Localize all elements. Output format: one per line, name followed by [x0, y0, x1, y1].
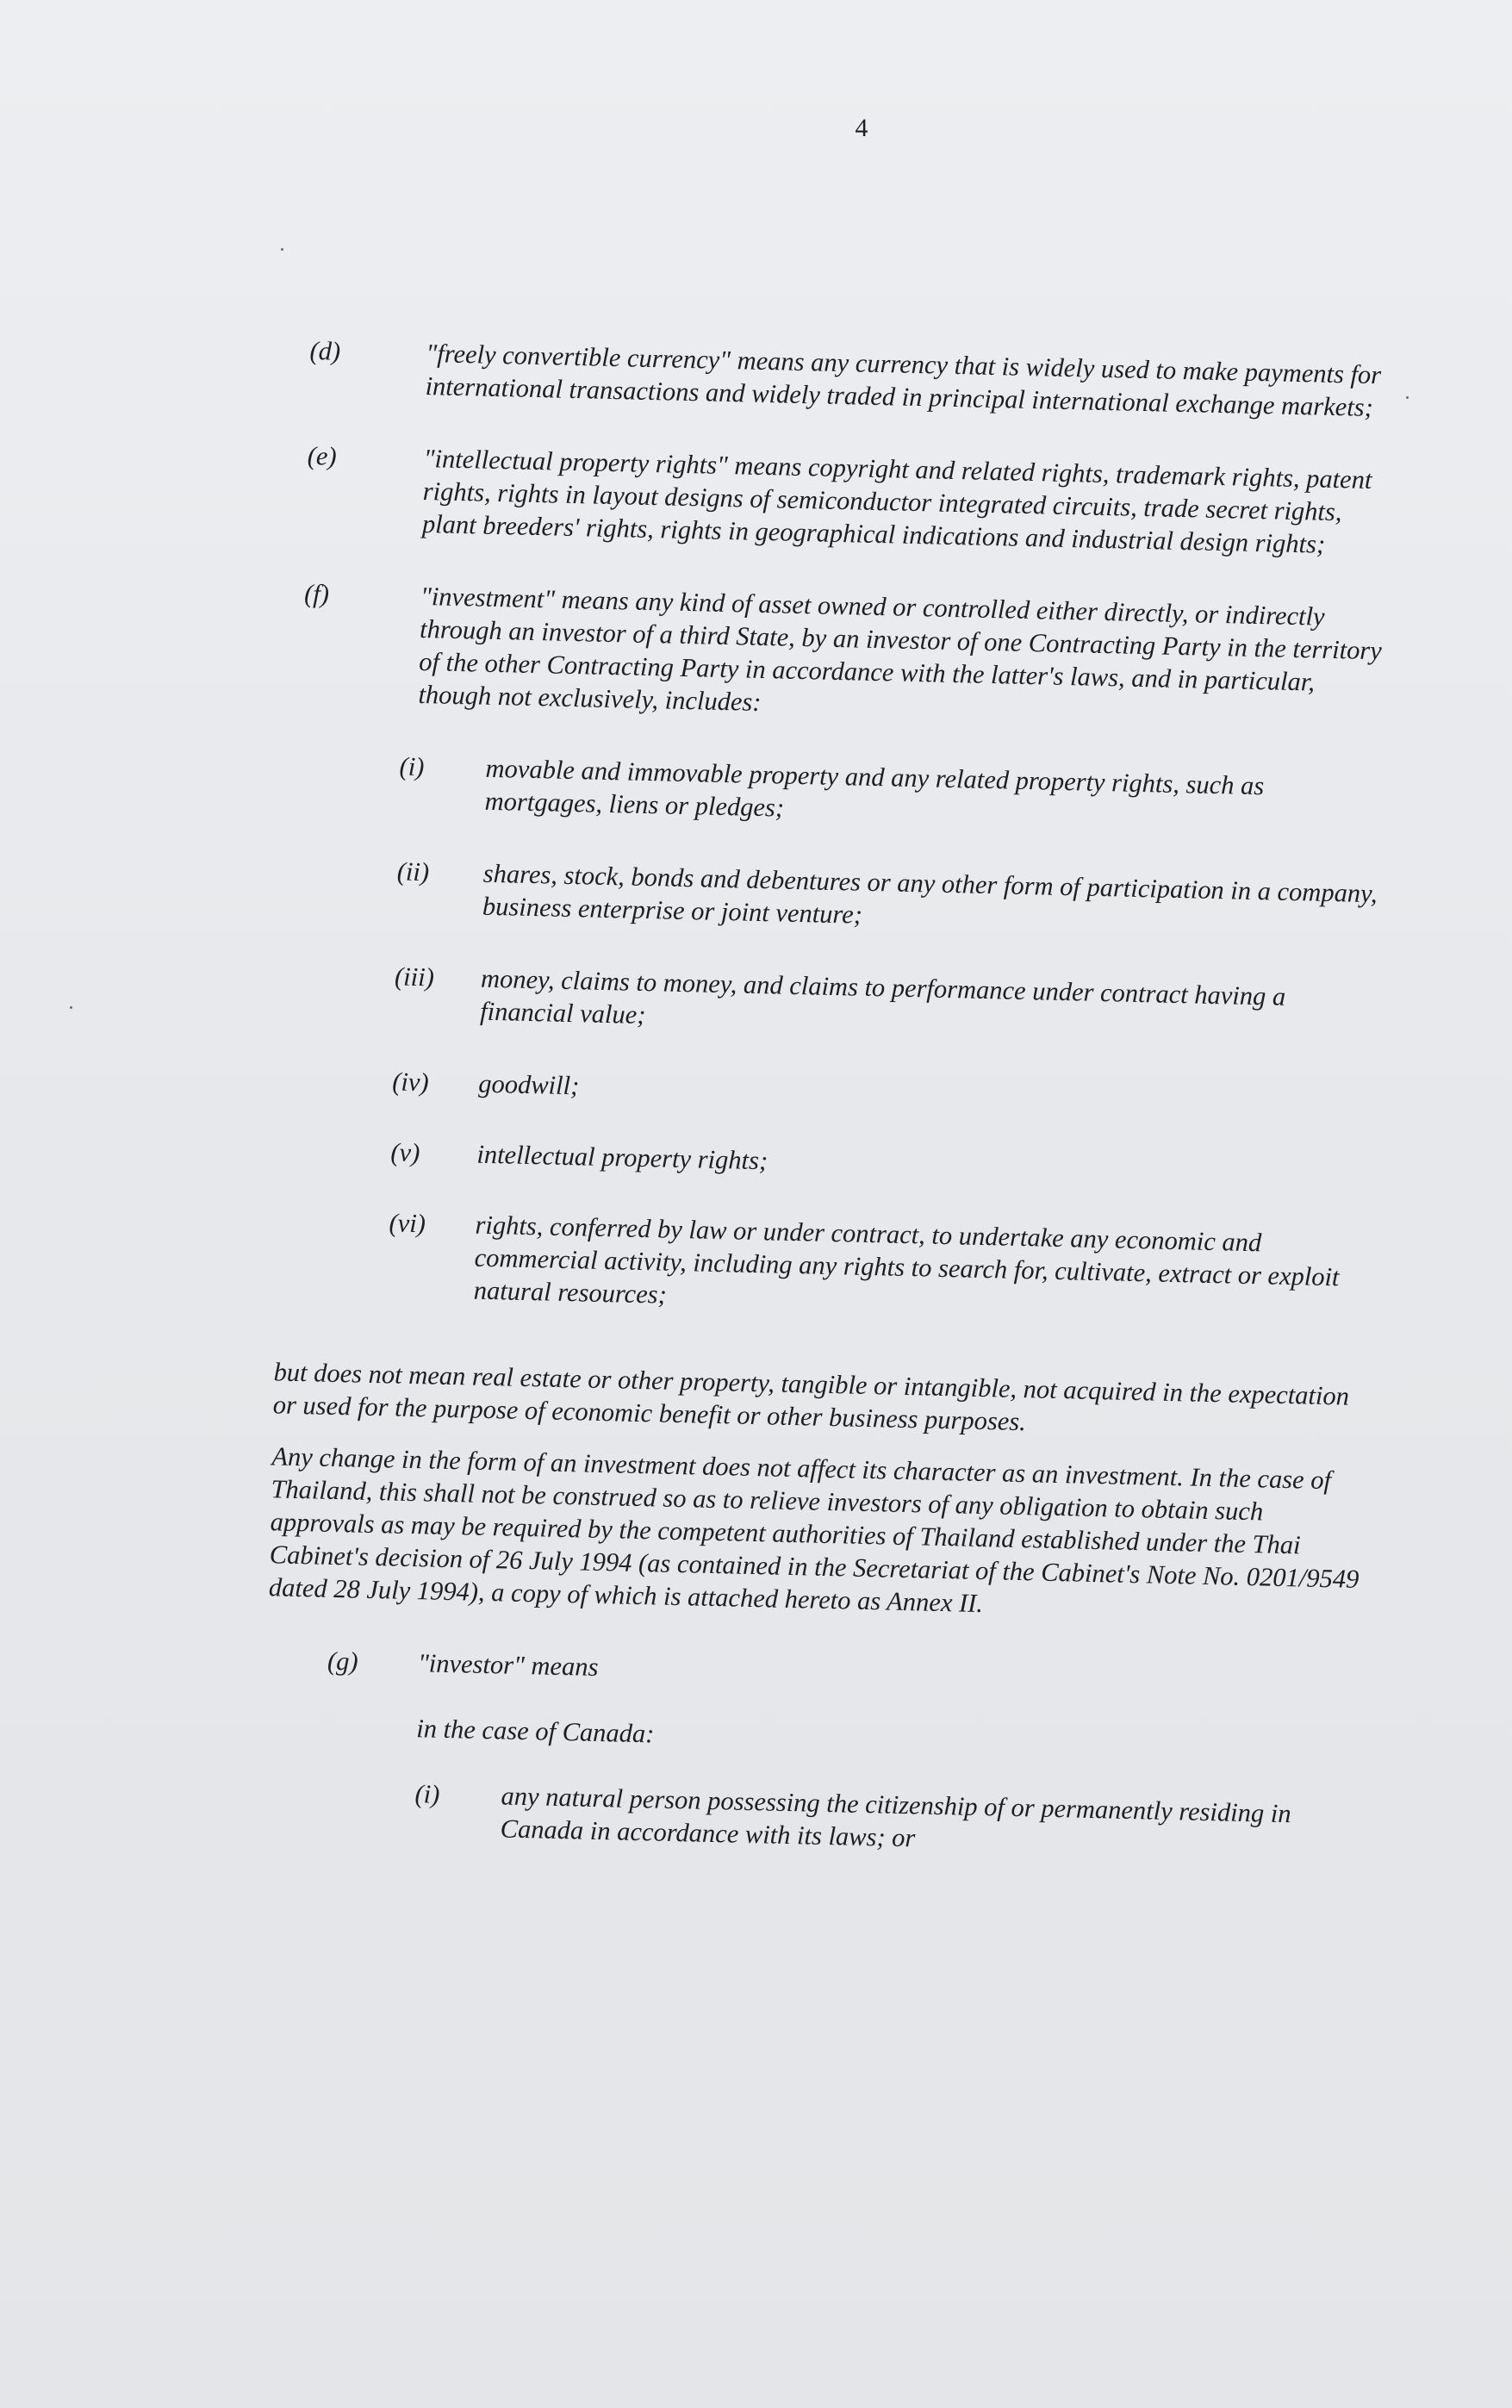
subitem-label: (i): [414, 1779, 440, 1809]
subitem-v: [390, 1136, 1378, 1191]
paper-speck: [70, 1006, 72, 1009]
subitem-iv: [392, 1065, 1379, 1120]
subitem-label: (iv): [391, 1067, 430, 1098]
subitem-iii: [394, 960, 1381, 1048]
definition-f: [302, 577, 1390, 733]
paper-speck: [281, 248, 283, 251]
subitem-text: goodwill;: [477, 1068, 580, 1101]
subitem-text: intellectual property rights;: [476, 1139, 768, 1176]
subitem-text: rights, conferred by law or under contract, to undertake any economic and commercial activity, including any rights to search for, cultivate, extract or exploit natural resources;: [473, 1210, 1340, 1310]
subitem-text: money, claims to money, and claims to performance under contract having a financial value;: [479, 963, 1286, 1030]
subitem-i: [398, 750, 1385, 837]
page-number: 4: [855, 114, 868, 142]
subitem-label: (iii): [394, 961, 435, 992]
paper-speck: [1406, 396, 1409, 399]
subitem-text: shares, stock, bonds and debentures or any other form of participation in a company, business enterprise or joint venture;: [482, 858, 1378, 930]
subitem-ii: [396, 855, 1384, 943]
subitem-label: (v): [390, 1137, 420, 1168]
item-label: (g): [327, 1646, 359, 1677]
item-text: "freely convertible currency" means any currency that is widely used to make payments for international transactions and widely traded in principal international exchange markets;: [425, 339, 1382, 423]
canada-item-i: [414, 1777, 1362, 1864]
subitem-label: (vi): [389, 1208, 426, 1239]
definition-g: [327, 1645, 1366, 1701]
item-text: "investor" means: [417, 1648, 599, 1682]
subitem-text: any natural person possessing the citizenship of or permanently residing in Canada in accordance with its laws; or: [500, 1781, 1291, 1853]
subitem-label: (ii): [396, 856, 430, 887]
item-label: (d): [309, 335, 341, 366]
exclusion-paragraph: but does not mean real estate or other property, tangible or intangible, not acquired in the expectation or used for the purpose of economic benefit or other business purposes.: [272, 1357, 1350, 1437]
item-text: "intellectual property rights" means copyright and related rights, trademark rights, patent rights, rights in layout designs of semiconductor integrated circuits, trade secret rights, plant breeders' rights, rights in geographical indications and industrial design rights;: [421, 444, 1372, 559]
canada-label: in the case of Canada:: [415, 1714, 655, 1749]
definition-d: [308, 334, 1395, 425]
subitem-label: (i): [399, 751, 425, 782]
document-body: [268, 334, 1395, 1904]
item-text: "investment" means any kind of asset owned or controlled either directly, or indirectly through an investor of a third State, by an investor of one Contracting Party in the territory of the other Contracting Party in accordance with the latter's laws, and in particular, though not exclusively, includes:: [418, 581, 1383, 717]
item-label: (f): [303, 578, 330, 609]
item-label: (e): [307, 440, 338, 471]
subitem-vi: [387, 1206, 1375, 1327]
subitem-text: movable and immovable property and any related property rights, such as mortgages, liens or pledges;: [484, 753, 1265, 823]
definition-e: [306, 439, 1393, 563]
change-of-form-paragraph: Any change in the form of an investment does not affect its character as an investment. In the case of Thailand, this shall not be construed so as to relieve investors of any obligation to obtain such approvals as may be required by the competent authorities of Thailand established under the Thai Cabinet's decision of 26 July 1994 (as contained in the Secretariat of the Cabinet's Note No. 0201/9549 dated 28 July 1994), a copy of which is attached hereto as Annex II.: [268, 1441, 1360, 1619]
